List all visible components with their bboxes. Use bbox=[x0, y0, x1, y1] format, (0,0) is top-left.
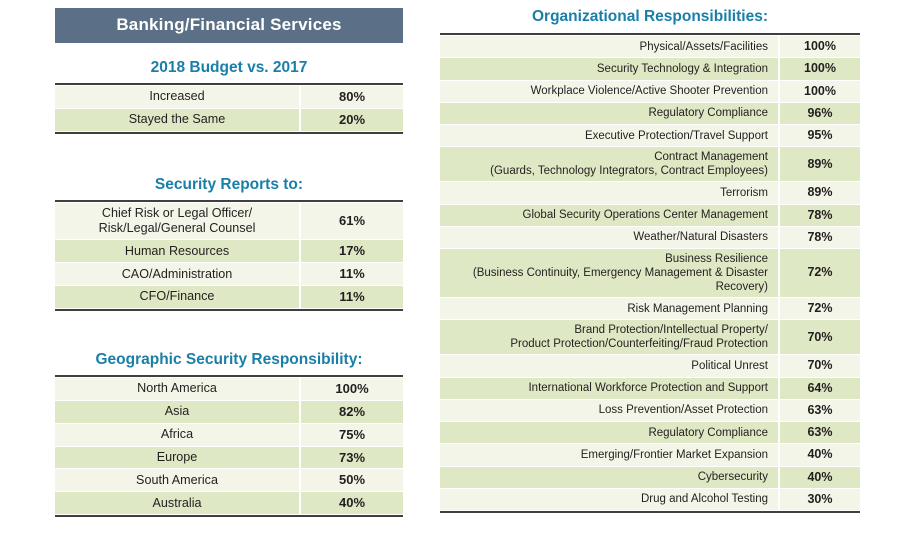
row-label: Weather/Natural Disasters bbox=[440, 226, 779, 248]
table-row bbox=[55, 286, 403, 309]
table-responsibilities bbox=[440, 35, 860, 511]
row-value: 100% bbox=[300, 378, 403, 401]
row-label: Emerging/Frontier Market Expansion bbox=[440, 444, 779, 466]
row-value: 17% bbox=[300, 240, 403, 263]
row-label: Terrorism bbox=[440, 182, 779, 204]
row-value: 100% bbox=[779, 80, 860, 102]
row-value: 63% bbox=[779, 422, 860, 444]
section-heading-geographic: Geographic Security Responsibility: bbox=[95, 351, 363, 369]
table-geographic bbox=[55, 377, 403, 515]
table-responsibilities-body bbox=[440, 36, 860, 511]
row-label: Brand Protection/Intellectual Property/ Product Protection/Counterfeiting/Fraud Protection bbox=[440, 320, 779, 355]
table-budget-body bbox=[55, 86, 403, 132]
row-label: Increased bbox=[55, 86, 300, 109]
spacer-2 bbox=[55, 311, 403, 351]
row-value: 61% bbox=[300, 202, 403, 240]
table-row bbox=[55, 446, 403, 469]
divider-bottom-responsibilities bbox=[440, 511, 860, 513]
row-value: 70% bbox=[779, 355, 860, 377]
row-value: 50% bbox=[300, 469, 403, 492]
row-value: 78% bbox=[779, 226, 860, 248]
table-row bbox=[440, 226, 860, 248]
table-row bbox=[55, 423, 403, 446]
row-label: Contract Management (Guards, Technology Integrators, Contract Employees) bbox=[440, 147, 779, 182]
row-value: 40% bbox=[300, 492, 403, 515]
row-value: 78% bbox=[779, 204, 860, 226]
row-label: Europe bbox=[55, 446, 300, 469]
row-label: North America bbox=[55, 378, 300, 401]
table-geographic-body bbox=[55, 378, 403, 515]
divider-bottom-geographic bbox=[55, 515, 403, 517]
page-title: Banking/Financial Services bbox=[55, 8, 403, 43]
section-heading-responsibilities: Organizational Responsibilities: bbox=[532, 8, 768, 25]
table-row bbox=[440, 249, 860, 298]
row-value: 100% bbox=[779, 58, 860, 80]
row-value: 96% bbox=[779, 102, 860, 124]
row-label: Drug and Alcohol Testing bbox=[440, 488, 779, 510]
table-reports-to bbox=[55, 202, 403, 309]
table-row bbox=[440, 58, 860, 80]
row-value: 64% bbox=[779, 377, 860, 399]
row-label: Business Resilience (Business Continuity, Emergency Management & Disaster Recovery) bbox=[440, 249, 779, 298]
row-label: Global Security Operations Center Management bbox=[440, 204, 779, 226]
row-value: 73% bbox=[300, 446, 403, 469]
table-row bbox=[440, 320, 860, 355]
row-value: 40% bbox=[779, 466, 860, 488]
table-row bbox=[440, 377, 860, 399]
table-reports-body bbox=[55, 202, 403, 308]
left-column bbox=[55, 8, 403, 517]
row-label: Asia bbox=[55, 400, 300, 423]
table-row bbox=[55, 86, 403, 109]
table-row bbox=[440, 422, 860, 444]
row-value: 72% bbox=[779, 298, 860, 320]
row-value: 11% bbox=[300, 263, 403, 286]
table-row bbox=[440, 147, 860, 182]
row-label: South America bbox=[55, 469, 300, 492]
row-label: CAO/Administration bbox=[55, 263, 300, 286]
table-row bbox=[55, 202, 403, 240]
table-row bbox=[440, 36, 860, 58]
row-value: 89% bbox=[779, 147, 860, 182]
row-value: 95% bbox=[779, 125, 860, 147]
table-row bbox=[440, 399, 860, 421]
row-value: 80% bbox=[300, 86, 403, 109]
row-label: CFO/Finance bbox=[55, 286, 300, 309]
row-value: 100% bbox=[779, 36, 860, 58]
section-heading-budget: 2018 Budget vs. 2017 bbox=[150, 59, 308, 76]
row-value: 11% bbox=[300, 286, 403, 309]
row-label: Workplace Violence/Active Shooter Prevention bbox=[440, 80, 779, 102]
table-row bbox=[440, 102, 860, 124]
row-label: Physical/Assets/Facilities bbox=[440, 36, 779, 58]
row-value: 75% bbox=[300, 423, 403, 446]
row-value: 40% bbox=[779, 444, 860, 466]
row-label: Regulatory Compliance bbox=[440, 422, 779, 444]
row-label: Africa bbox=[55, 423, 300, 446]
table-row bbox=[55, 378, 403, 401]
table-row bbox=[440, 182, 860, 204]
row-label: Executive Protection/Travel Support bbox=[440, 125, 779, 147]
table-row bbox=[55, 108, 403, 131]
row-value: 72% bbox=[779, 249, 860, 298]
row-value: 63% bbox=[779, 399, 860, 421]
table-row bbox=[440, 298, 860, 320]
spacer-1 bbox=[55, 134, 403, 176]
table-row bbox=[55, 400, 403, 423]
row-label: Security Technology & Integration bbox=[440, 58, 779, 80]
table-row bbox=[440, 80, 860, 102]
row-label: Australia bbox=[55, 492, 300, 515]
row-label: Stayed the Same bbox=[55, 108, 300, 131]
table-row bbox=[440, 466, 860, 488]
table-row bbox=[440, 125, 860, 147]
table-row bbox=[440, 355, 860, 377]
right-column bbox=[440, 8, 860, 513]
table-row bbox=[55, 263, 403, 286]
table-row bbox=[440, 444, 860, 466]
table-row bbox=[55, 240, 403, 263]
table-row bbox=[440, 488, 860, 510]
table-row bbox=[55, 469, 403, 492]
row-label: Cybersecurity bbox=[440, 466, 779, 488]
row-label: International Workforce Protection and Support bbox=[440, 377, 779, 399]
row-label: Political Unrest bbox=[440, 355, 779, 377]
row-label: Regulatory Compliance bbox=[440, 102, 779, 124]
row-label: Human Resources bbox=[55, 240, 300, 263]
row-value: 20% bbox=[300, 108, 403, 131]
table-row bbox=[440, 204, 860, 226]
row-value: 89% bbox=[779, 182, 860, 204]
row-label: Risk Management Planning bbox=[440, 298, 779, 320]
row-value: 70% bbox=[779, 320, 860, 355]
row-value: 30% bbox=[779, 488, 860, 510]
row-label: Loss Prevention/Asset Protection bbox=[440, 399, 779, 421]
table-row bbox=[55, 492, 403, 515]
table-budget bbox=[55, 85, 403, 132]
row-label: Chief Risk or Legal Officer/ Risk/Legal/General Counsel bbox=[55, 202, 300, 240]
row-value: 82% bbox=[300, 400, 403, 423]
section-heading-reports-to: Security Reports to: bbox=[154, 175, 304, 193]
